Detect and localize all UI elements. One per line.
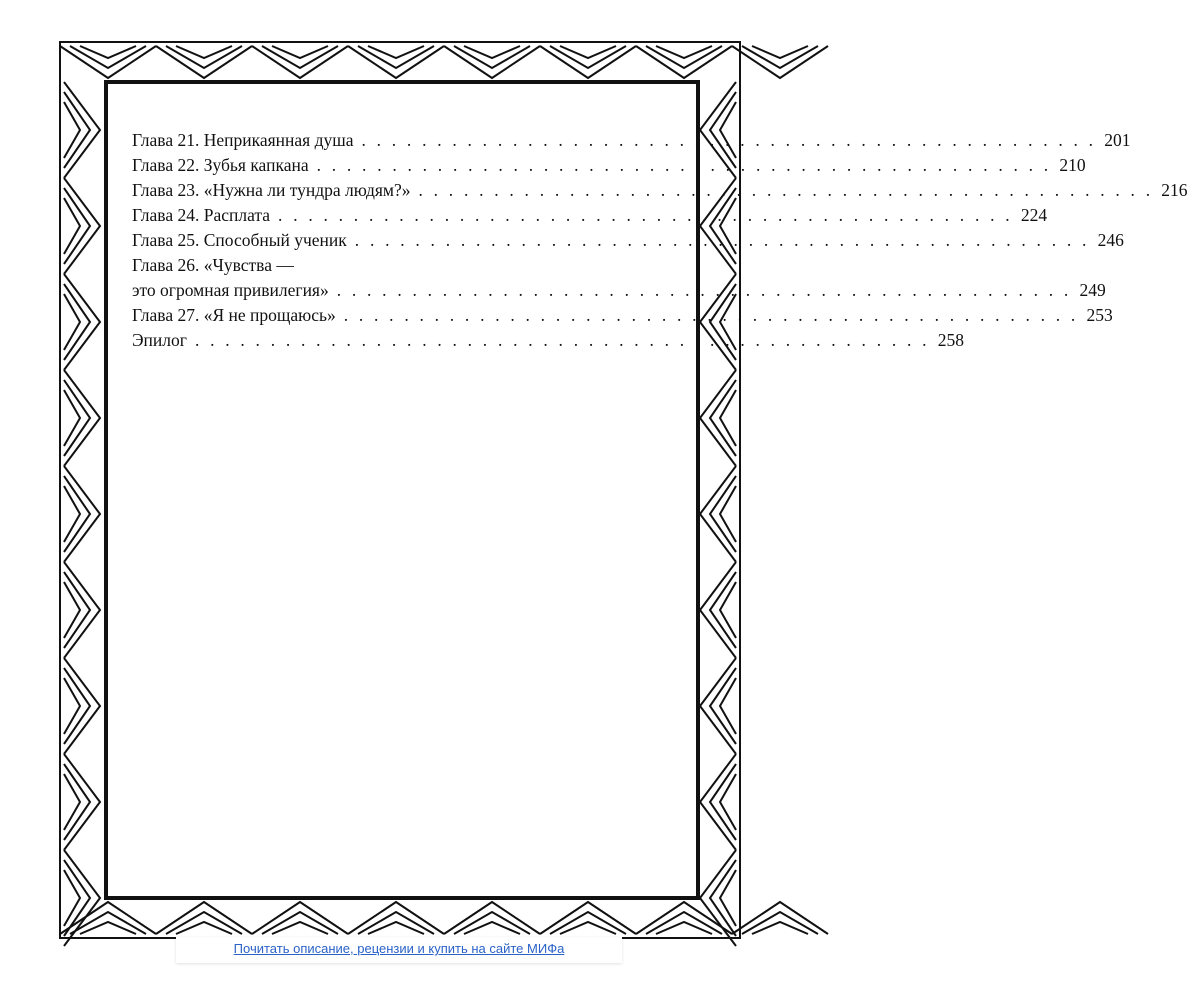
leader-dots: . . . . . . . . . . . . . . . . . . . . . . . . . . . . . . . . . . . . . . . . . . . . . . . . . [194, 330, 930, 350]
toc-entry-title: Глава 22. Зубья капкана [132, 155, 309, 175]
toc-entry-page: 249 [1079, 280, 1106, 300]
toc-entry-25 [132, 230, 1124, 255]
toc-entry-page: 253 [1086, 305, 1113, 325]
toc-entry-title: Глава 25. Способный ученик [132, 230, 347, 250]
toc-entry-page: 210 [1059, 155, 1086, 175]
ornament-stroke [732, 46, 828, 78]
toc-entry-title: Глава 21. Неприкаянная душа [132, 130, 354, 150]
toc-entry-page: 246 [1097, 230, 1124, 250]
toc-entry-23 [132, 180, 1188, 205]
leader-dots: . . . . . . . . . . . . . . . . . . . . . . . . . . . . . . . . . . . . . . . . . . . . . . . . . [278, 205, 1013, 225]
toc-entry-title-continued: это огромная привилегия» [132, 280, 329, 300]
leader-dots: . . . . . . . . . . . . . . . . . . . . . . . . . . . . . . . . . . . . . . . . . . . . . . . . . [354, 230, 1090, 250]
toc-entry-title: Эпилог [132, 330, 187, 350]
leader-dots: . . . . . . . . . . . . . . . . . . . . . . . . . . . . . . . . . . . . . . . . . . . . . . . . . [316, 155, 1052, 175]
leader-dots: . . . . . . . . . . . . . . . . . . . . . . . . . . . . . . . . . . . . . . . . . . . . . . . . . [361, 130, 1097, 150]
mif-site-link-bar [176, 937, 622, 963]
toc-entry-21 [132, 130, 1131, 155]
ornament-stroke [732, 902, 828, 934]
toc-entry-page: 216 [1161, 180, 1188, 200]
toc-entry-26-line1 [132, 255, 678, 280]
toc-entry-page: 258 [937, 330, 964, 350]
toc-entry-title: Глава 23. «Нужна ли тундра людям?» [132, 180, 411, 200]
toc-entry-page: 201 [1104, 130, 1131, 150]
toc-entry-epilogue [132, 330, 964, 355]
leader-dots: . . . . . . . . . . . . . . . . . . . . . . . . . . . . . . . . . . . . . . . . . . . . . . . . . [418, 180, 1154, 200]
toc-entry-page: 224 [1020, 205, 1048, 225]
leader-dots: . . . . . . . . . . . . . . . . . . . . . . . . . . . . . . . . . . . . . . . . . . . . . . . . . [336, 280, 1072, 300]
toc-entry-27 [132, 305, 1113, 330]
book-page [108, 84, 1188, 896]
toc-entry-22 [132, 155, 1086, 180]
table-of-contents [132, 130, 1188, 355]
leader-dots: . . . . . . . . . . . . . . . . . . . . . . . . . . . . . . . . . . . . . . . . . . . . . . . . . [343, 305, 1079, 325]
toc-entry-title: Глава 27. «Я не прощаюсь» [132, 305, 336, 325]
toc-entry-26-line2 [132, 280, 1106, 305]
toc-entry-title: Глава 24. Расплата [132, 205, 271, 225]
toc-entry-title: Глава 26. «Чувства — [132, 255, 294, 275]
toc-entry-24 [132, 205, 1048, 230]
mif-site-link[interactable]: Почитать описание, рецензии и купить на сайте МИФа [233, 941, 565, 956]
